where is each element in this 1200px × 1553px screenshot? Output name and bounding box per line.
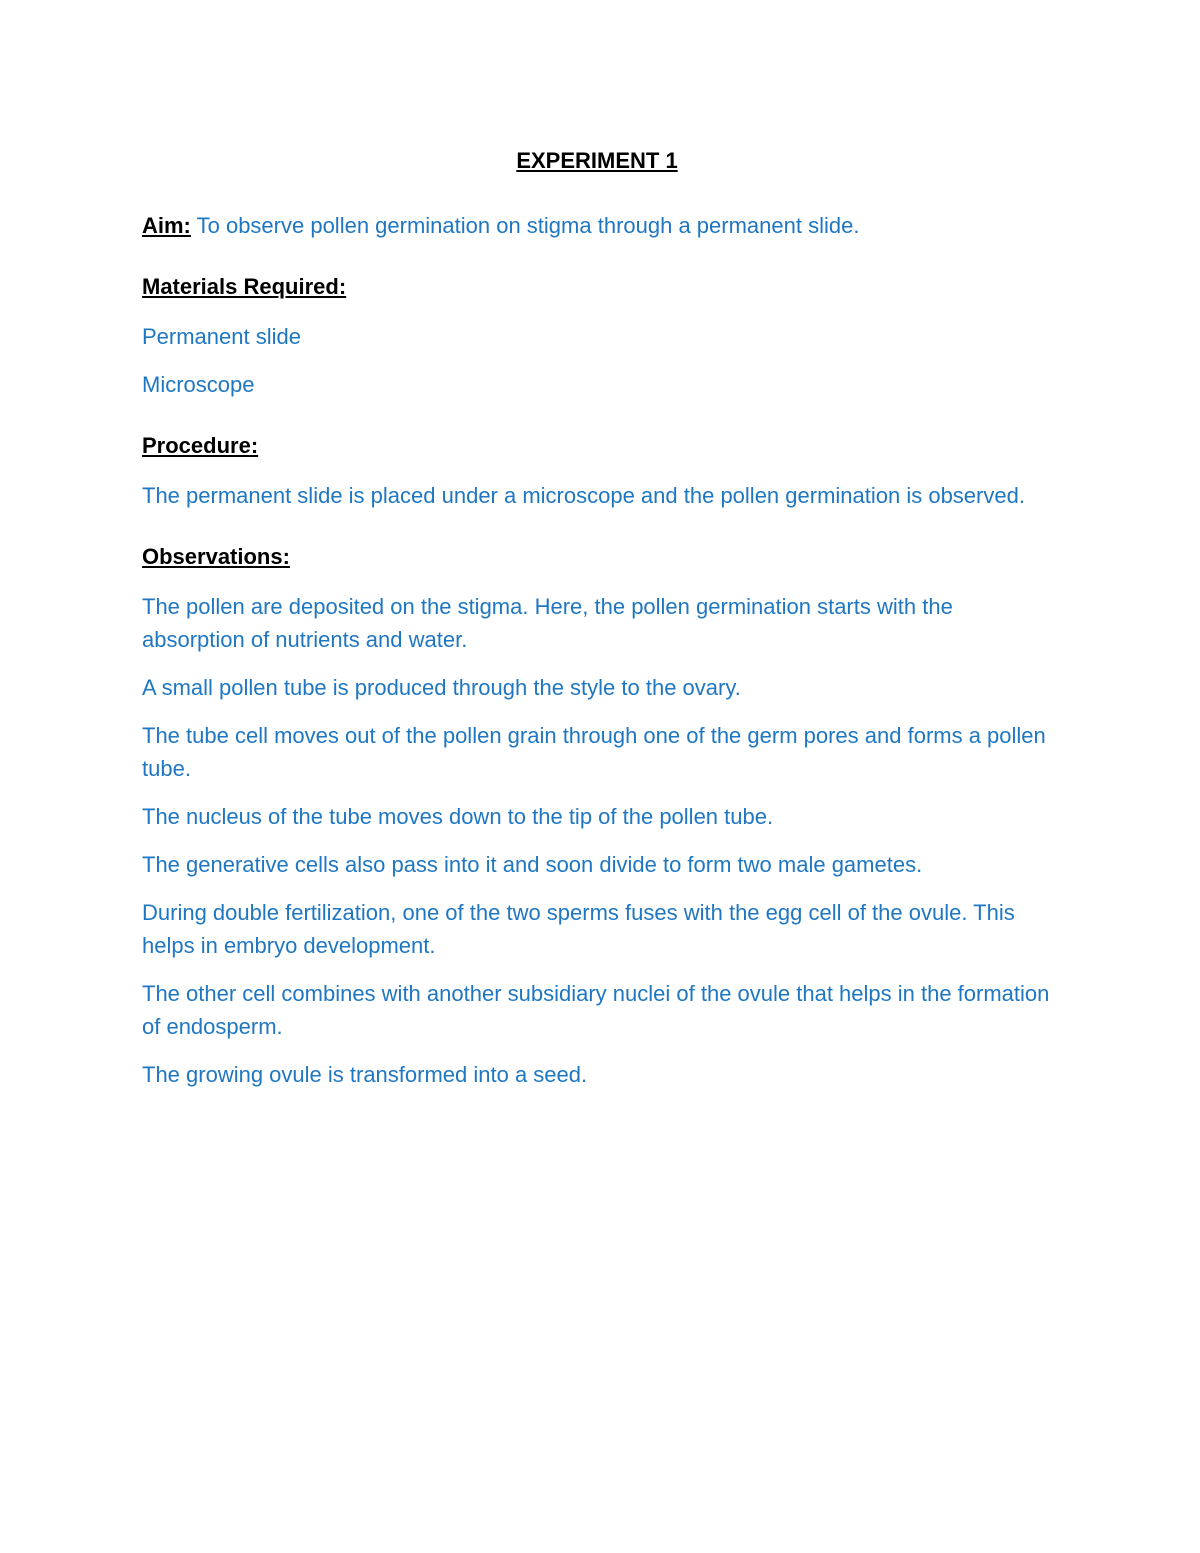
aim-label: Aim: xyxy=(142,213,191,238)
materials-heading: Materials Required: xyxy=(142,274,347,299)
aim-text: To observe pollen germination on stigma through a permanent slide. xyxy=(190,213,860,238)
document-title: EXPERIMENT 1 xyxy=(516,148,678,173)
observation-item: The pollen are deposited on the stigma. Here, the pollen germination starts with the absorption of nutrients and water. xyxy=(142,594,953,652)
observation-item: The growing ovule is transformed into a seed. xyxy=(142,1062,588,1087)
aim-paragraph xyxy=(142,211,1052,241)
procedure-text: The permanent slide is placed under a microscope and the pollen germination is observed. xyxy=(142,483,1025,508)
materials-item: Microscope xyxy=(142,372,255,397)
observation-item: The generative cells also pass into it and soon divide to form two male gametes. xyxy=(142,852,923,877)
observation-item: The other cell combines with another subsidiary nuclei of the ovule that helps in the formation of endosperm. xyxy=(142,981,1050,1039)
document-content xyxy=(142,146,1052,1106)
materials-item: Permanent slide xyxy=(142,324,301,349)
observation-item: During double fertilization, one of the two sperms fuses with the egg cell of the ovule. This helps in embryo development. xyxy=(142,900,1015,958)
observation-item: The nucleus of the tube moves down to the tip of the pollen tube. xyxy=(142,804,774,829)
procedure-heading: Procedure: xyxy=(142,433,259,458)
observation-item: The tube cell moves out of the pollen grain through one of the germ pores and forms a pollen tube. xyxy=(142,723,1046,781)
observations-heading: Observations: xyxy=(142,544,290,569)
observation-item: A small pollen tube is produced through the style to the ovary. xyxy=(142,675,741,700)
